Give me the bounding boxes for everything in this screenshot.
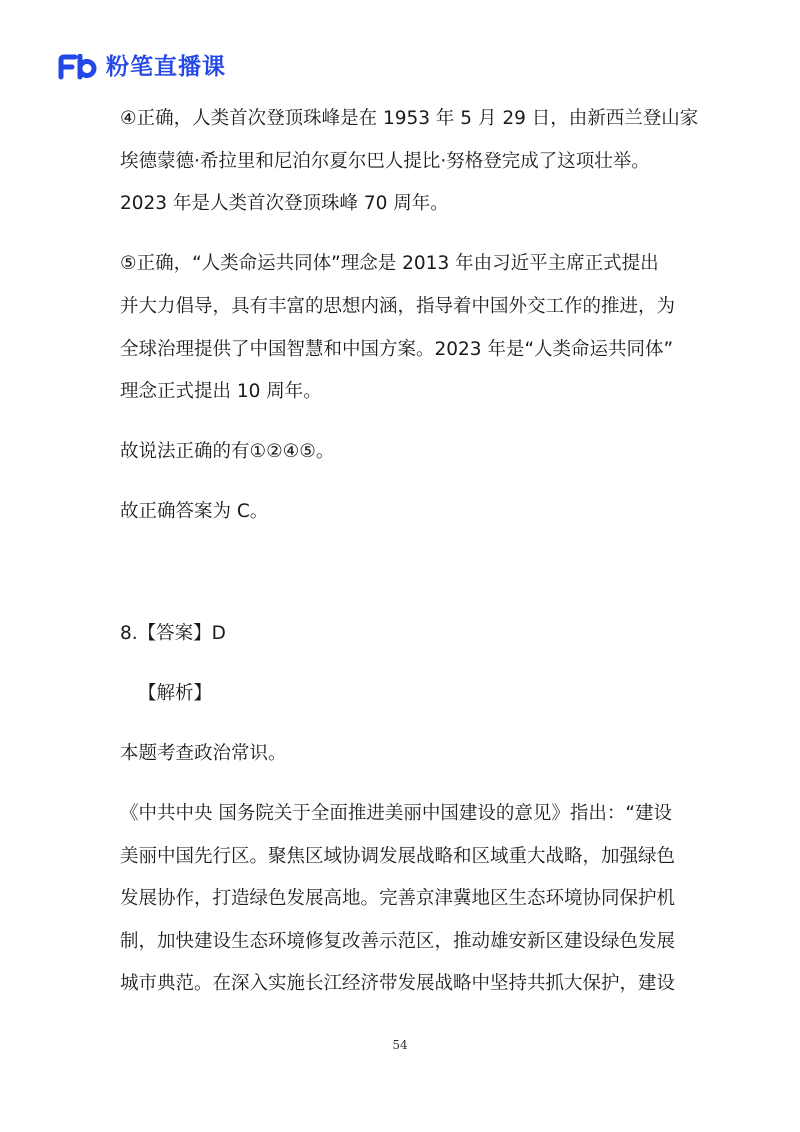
analysis-heading: 【解析】	[138, 683, 213, 704]
body-line: 并大力倡导，具有丰富的思想内涵，指导着中国外交工作的推进，为	[120, 296, 676, 317]
body-line: 故正确答案为 C。	[120, 501, 269, 522]
body-line: 故说法正确的有①②④⑤。	[120, 441, 335, 462]
body-line: ④正确，人类首次登顶珠峰是在 1953 年 5 月 29 日，由新西兰登山家	[120, 108, 699, 129]
page-number: 54	[392, 1038, 408, 1052]
body-line: 全球治理提供了中国智慧和中国方案。2023 年是“人类命运共同体”	[120, 339, 674, 360]
body-line: 《中共中央 国务院关于全面推进美丽中国建设的意见》指出：“建设	[120, 803, 672, 824]
body-line: ⑤正确，“人类命运共同体”理念是 2013 年由习近平主席正式提出	[120, 253, 659, 274]
body-line: 美丽中国先行区。聚焦区域协调发展战略和区域重大战略，加强绿色	[120, 846, 676, 867]
body-line: 发展协作，打造绿色发展高地。完善京津冀地区生态环境协同保护机	[120, 888, 676, 909]
body-line: 城市典范。在深入实施长江经济带发展战略中坚持共抓大保护，建设	[120, 973, 676, 994]
body-line: 2023 年是人类首次登顶珠峰 70 周年。	[120, 193, 449, 214]
body-line: 本题考查政治常识。	[120, 743, 287, 764]
body-line: 埃德蒙德·希拉里和尼泊尔夏尔巴人提比·努格登完成了这项壮举。	[120, 151, 650, 172]
fb-logo-icon	[58, 54, 98, 80]
answer-heading: 8.【答案】D	[120, 623, 226, 644]
body-line: 理念正式提出 10 周年。	[120, 381, 322, 402]
body-line: 制，加快建设生态环境修复改善示范区，推动雄安新区建设绿色发展	[120, 931, 676, 952]
brand-header	[58, 52, 226, 82]
brand-name: 粉笔直播课	[106, 54, 226, 80]
